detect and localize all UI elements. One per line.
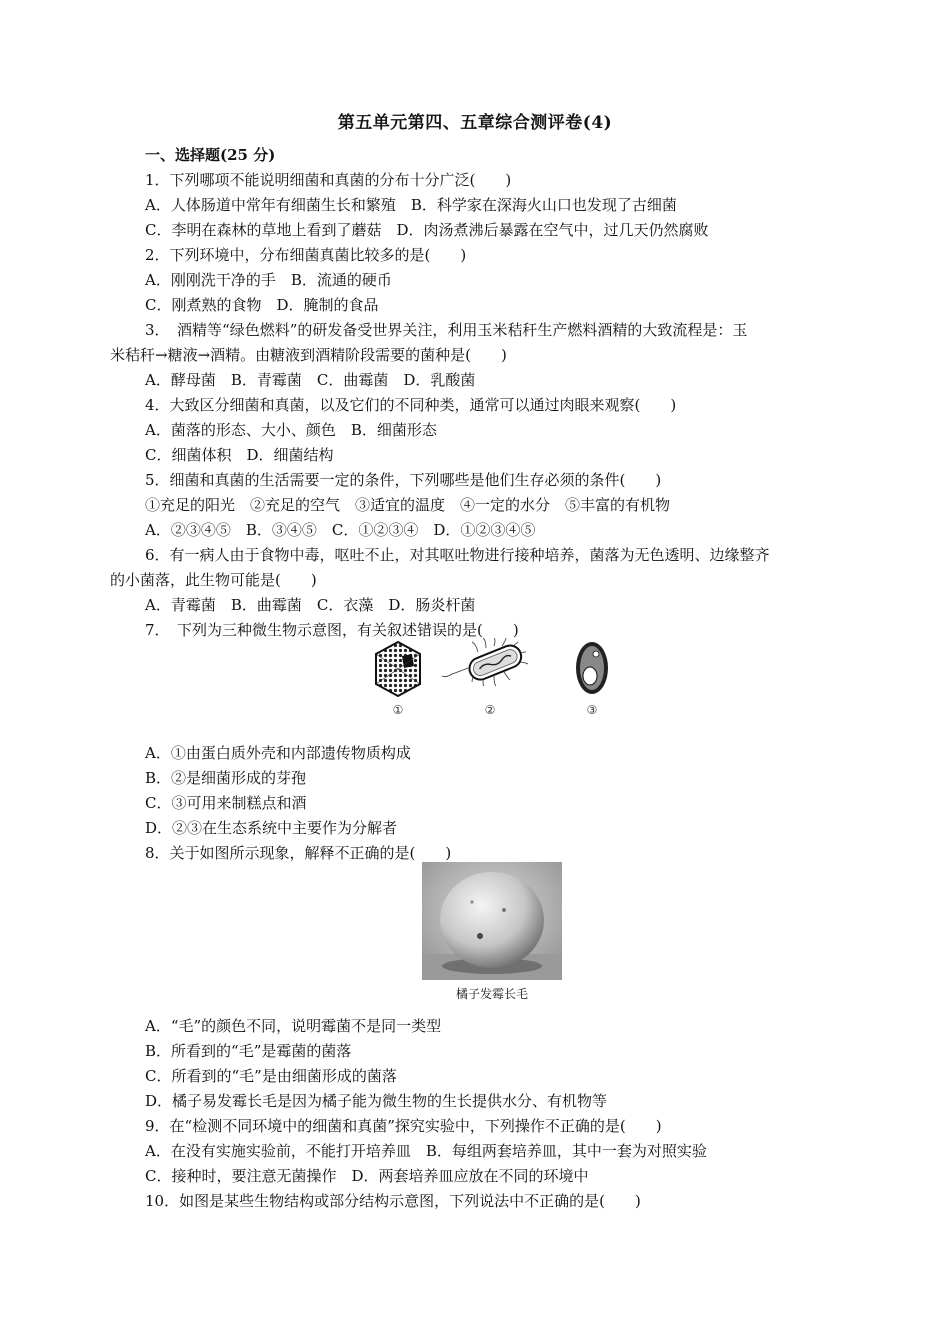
section-heading: 一、选择题(25 分) <box>145 146 276 164</box>
bacterium-illustration <box>442 638 528 686</box>
q2-stem: 2．下列环境中，分布细菌真菌比较多的是( ) <box>145 246 467 264</box>
q9-options-cd: C．接种时，要注意无菌操作 D．两套培养皿应放在不同的环境中 <box>145 1167 589 1185</box>
q8-option-b: B．所看到的“毛”是霉菌的菌落 <box>145 1042 352 1060</box>
virus-illustration <box>376 642 420 696</box>
q7-option-d: D．②③在生态系统中主要作为分解者 <box>145 819 398 837</box>
q6-options: A．青霉菌 B．曲霉菌 C．衣藻 D．肠炎杆菌 <box>145 596 476 614</box>
q6-stem-line1: 6．有一病人由于食物中毒，呕吐不止，对其呕吐物进行接种培养，菌落为无色透明、边缘整齐 <box>145 546 770 564</box>
figure-label-2: ② <box>484 703 496 717</box>
q5-stem: 5．细菌和真菌的生活需要一定的条件，下列哪些是他们生存必须的条件( ) <box>145 471 662 489</box>
q7-option-a: A．①由蛋白质外壳和内部遗传物质构成 <box>145 744 411 762</box>
q7-option-c: C．③可用来制糕点和酒 <box>145 794 307 812</box>
q3-options: A．酵母菌 B．青霉菌 C．曲霉菌 D．乳酸菌 <box>145 371 476 389</box>
q4-options-ab: A．菌落的形态、大小、颜色 B．细菌形态 <box>145 421 437 439</box>
q7-option-b: B．②是细菌形成的芽孢 <box>145 769 307 787</box>
q8-option-d: D．橘子易发霉长毛是因为橘子能为微生物的生长提供水分、有机物等 <box>145 1092 608 1110</box>
q7-stem: 7． 下列为三种微生物示意图，有关叙述错误的是( ) <box>145 621 519 639</box>
q1-options-cd: C．李明在森林的草地上看到了蘑菇 D．肉汤煮沸后暴露在空气中，过几天仍然腐败 <box>145 221 709 239</box>
q9-stem: 9．在“检测不同环境中的细菌和真菌”探究实验中，下列操作不正确的是( ) <box>145 1117 662 1135</box>
q5-items: ①充足的阳光 ②充足的空气 ③适宜的温度 ④一定的水分 ⑤丰富的有机物 <box>145 496 671 514</box>
page-title: 第五单元第四、五章综合测评卷(4) <box>337 113 613 133</box>
microbe-figure <box>368 638 628 720</box>
q4-options-cd: C．细菌体积 D．细菌结构 <box>145 446 334 464</box>
q1-options-ab: A．人体肠道中常年有细菌生长和繁殖 B．科学家在深海火山口也发现了古细菌 <box>145 196 677 214</box>
figure-label-1: ① <box>392 703 404 717</box>
q4-stem: 4．大致区分细菌和真菌，以及它们的不同种类，通常可以通过肉眼来观察( ) <box>145 396 677 414</box>
q3-stem-line2: 米秸秆→糖液→酒精。由糖液到酒精阶段需要的菌种是( ) <box>110 346 507 364</box>
q1-stem: 1．下列哪项不能说明细菌和真菌的分布十分广泛( ) <box>145 171 512 189</box>
q6-stem-line2: 的小菌落，此生物可能是( ) <box>110 571 317 589</box>
q8-stem: 8．关于如图所示现象，解释不正确的是( ) <box>145 844 452 862</box>
yeast-illustration <box>576 642 608 694</box>
q5-options: A．②③④⑤ B．③④⑤ C．①②③④ D．①②③④⑤ <box>145 521 536 539</box>
q9-options-ab: A．在没有实施实验前，不能打开培养皿 B．每组两套培养皿，其中一套为对照实验 <box>145 1142 707 1160</box>
q3-stem-line1: 3． 酒精等“绿色燃料”的研发备受世界关注，利用玉米秸秆生产燃料酒精的大致流程是：玉 <box>145 321 748 339</box>
figure-label-3: ③ <box>586 703 598 717</box>
figure-caption: 橘子发霉长毛 <box>455 987 528 1001</box>
moldy-orange-photo <box>422 862 562 980</box>
q2-options-ab: A．刚刚洗干净的手 B．流通的硬币 <box>145 271 392 289</box>
q10-stem: 10．如图是某些生物结构或部分结构示意图，下列说法中不正确的是( ) <box>145 1192 641 1210</box>
q8-option-c: C．所看到的“毛”是由细菌形成的菌落 <box>145 1067 397 1085</box>
q2-options-cd: C．刚煮熟的食物 D．腌制的食品 <box>145 296 379 314</box>
q8-option-a: A．“毛”的颜色不同，说明霉菌不是同一类型 <box>145 1017 442 1035</box>
